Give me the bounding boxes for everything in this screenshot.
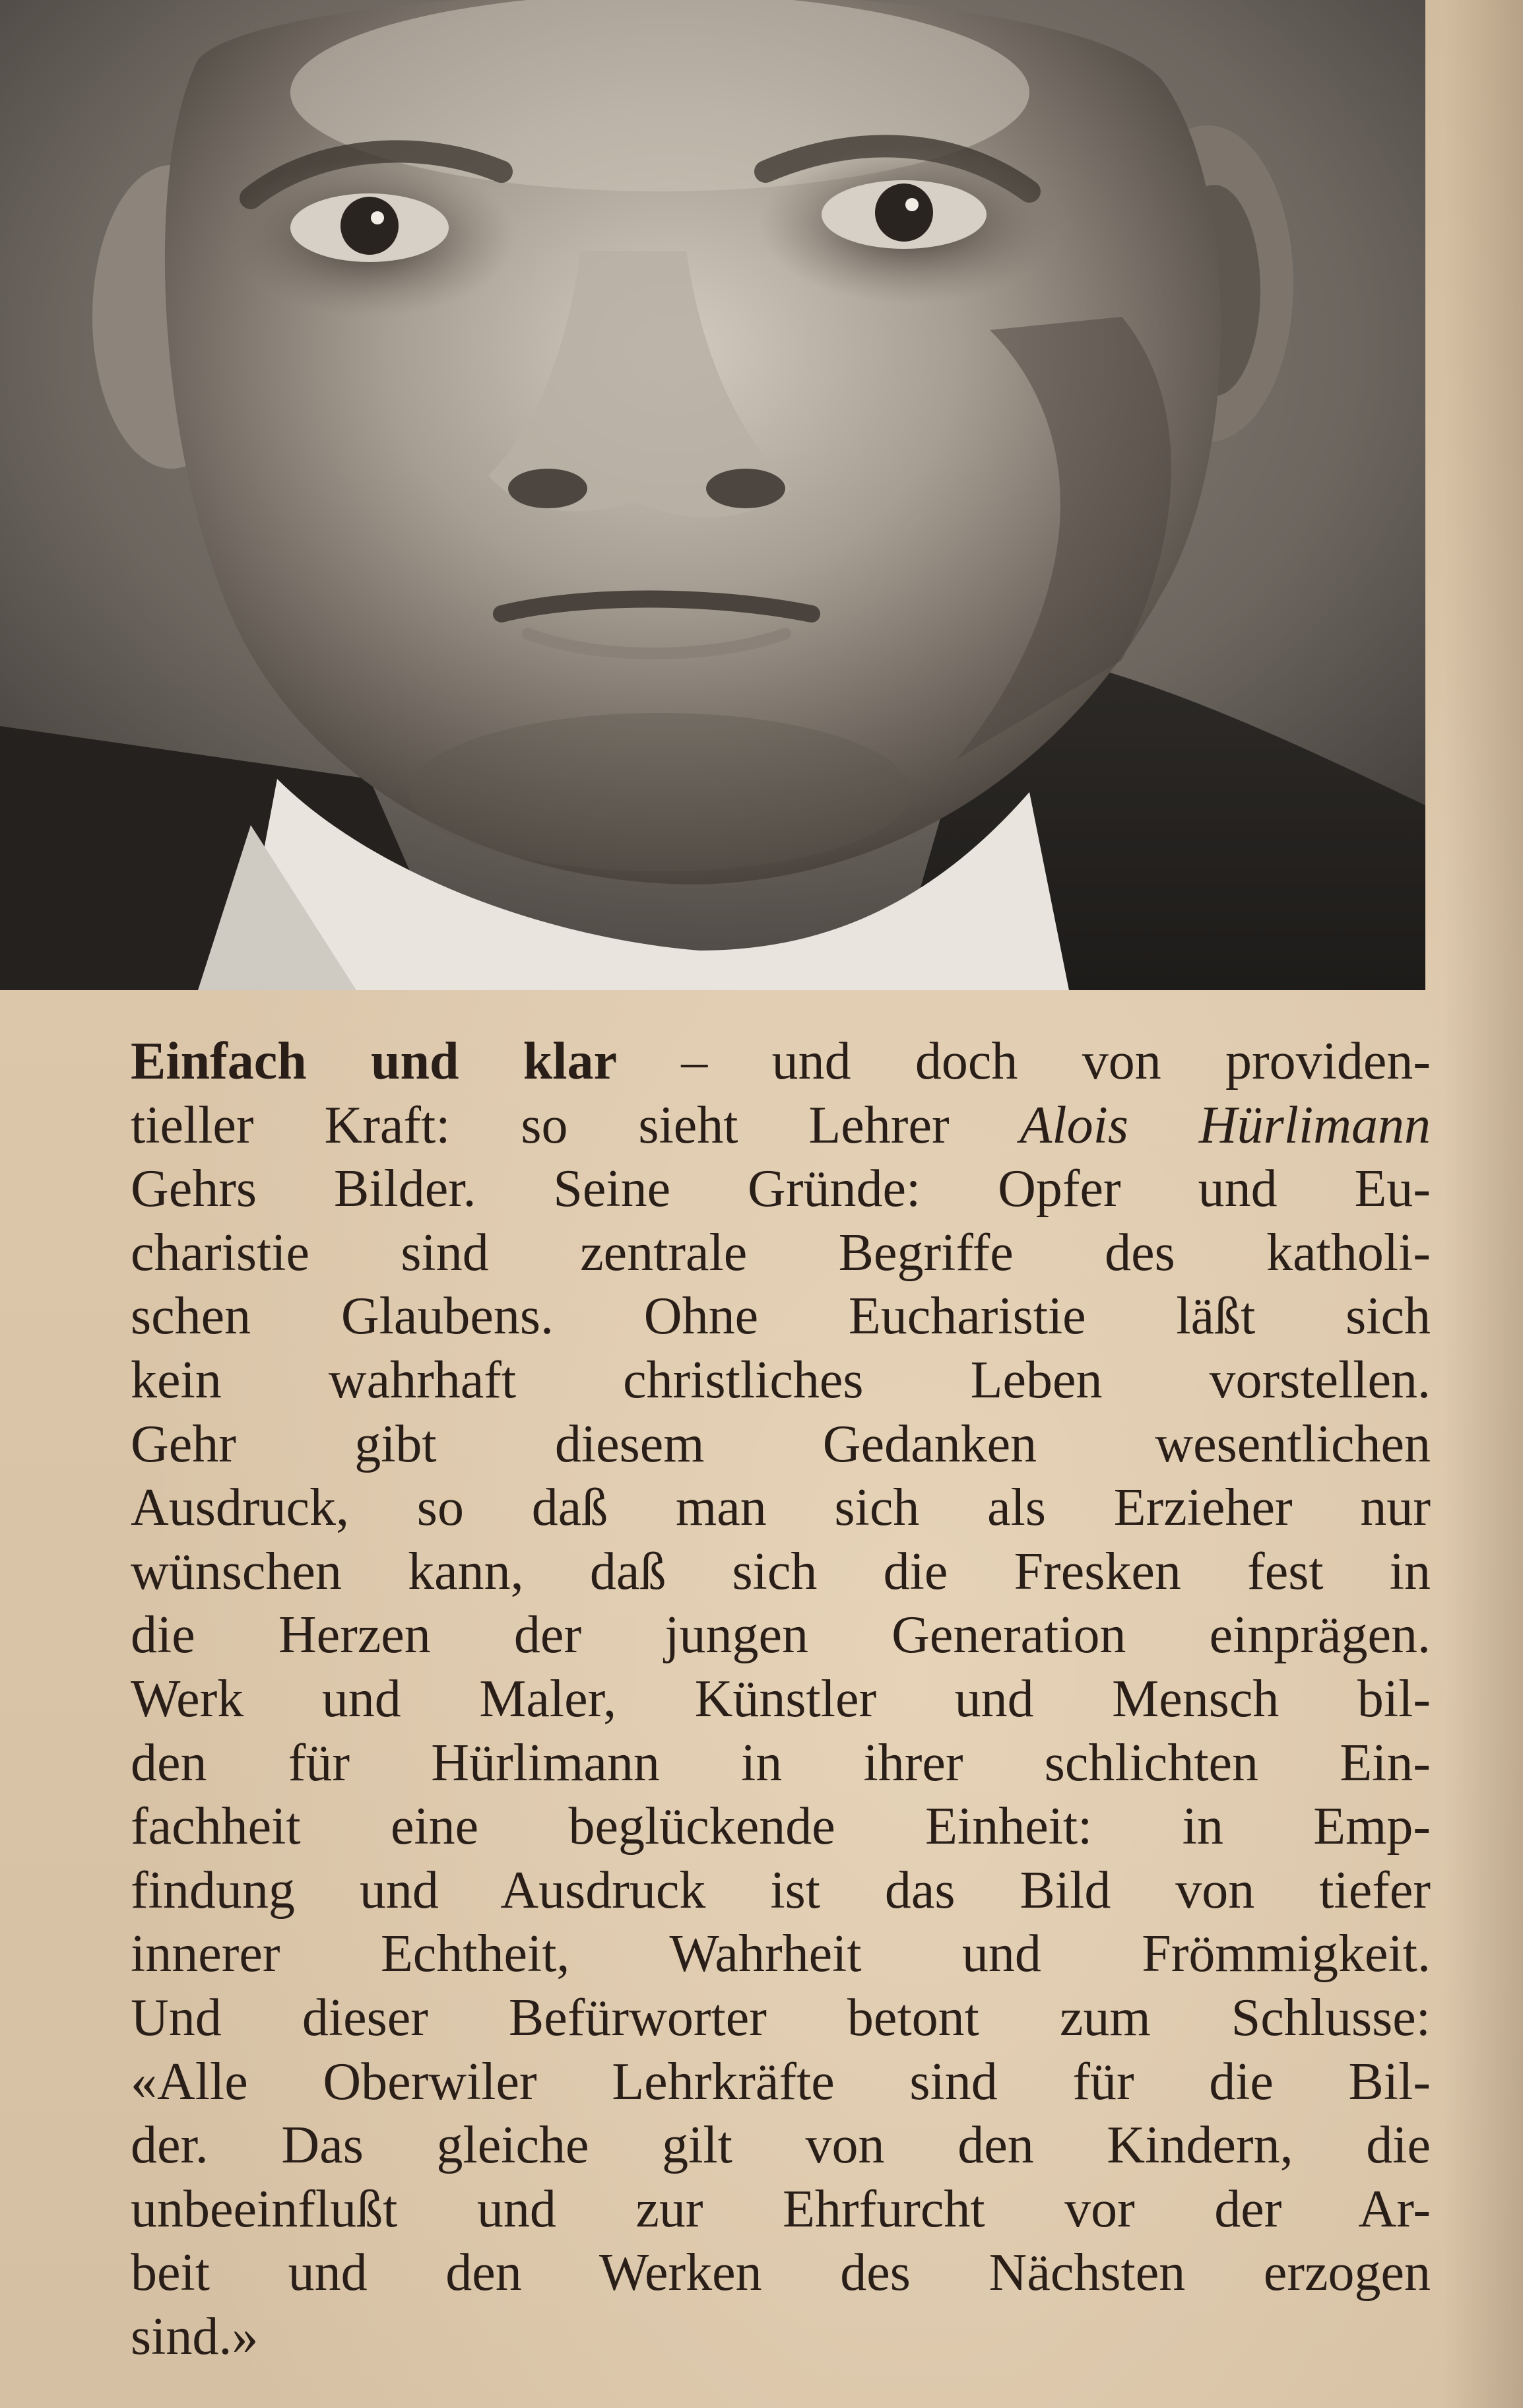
caption-lead-bold: Einfach und klar — [131, 1032, 618, 1090]
caption-line: die Herzen der jungen Generation einprägen. — [131, 1606, 1431, 1665]
caption-line: schen Glaubens. Ohne Eucharistie läßt sich — [131, 1287, 1431, 1346]
caption-line: charistie sind zentrale Begriffe des katholi- — [131, 1223, 1431, 1282]
caption-line: fachheit eine beglückende Einheit: in Emp- — [131, 1797, 1431, 1856]
caption-line: Ausdruck, so daß man sich als Erzieher nur — [131, 1479, 1431, 1537]
caption-line: unbeeinflußt und zur Ehrfurcht vor der Ar- — [131, 2180, 1431, 2238]
caption-line: der. Das gleiche gilt von den Kindern, die — [131, 2116, 1431, 2175]
caption-line: Gehr gibt diesem Gedanken wesentlichen — [131, 1415, 1431, 1473]
caption-line: «Alle Oberwiler Lehrkräfte sind für die Bil- — [131, 2052, 1431, 2111]
caption-line: Werk und Maler, Künstler und Mensch bil- — [131, 1669, 1431, 1728]
caption-line-2-start: tieller Kraft: so sieht Lehrer — [131, 1096, 1020, 1154]
caption-line: beit und den Werken des Nächsten erzogen — [131, 2244, 1431, 2302]
caption-line: Gehrs Bilder. Seine Gründe: Opfer und Eu- — [131, 1160, 1431, 1219]
caption-line: kein wahrhaft christliches Leben vorstellen. — [131, 1351, 1431, 1409]
caption-line-1-rest: – und doch von providen- — [617, 1032, 1431, 1090]
caption-line: den für Hürlimann in ihrer schlichten Ein- — [131, 1733, 1431, 1792]
portrait-photo — [0, 0, 1425, 990]
caption-line: wünschen kann, daß sich die Fresken fest in — [131, 1542, 1431, 1601]
caption-name-italic: Alois Hürlimann — [1020, 1096, 1431, 1154]
caption-line: findung und Ausdruck ist das Bild von tiefer — [131, 1861, 1431, 1920]
caption-line-2 — [131, 1094, 1431, 1158]
caption-line-last: sind.» — [131, 2307, 259, 2366]
caption-text — [131, 1030, 1431, 2368]
caption-line-1 — [131, 1030, 1431, 1094]
caption-line: Und dieser Befürworter betont zum Schlusse: — [131, 1988, 1431, 2047]
caption-line: innerer Echtheit, Wahrheit und Frömmigkeit. — [131, 1925, 1431, 1984]
page-edge-shadow — [1444, 0, 1523, 2408]
